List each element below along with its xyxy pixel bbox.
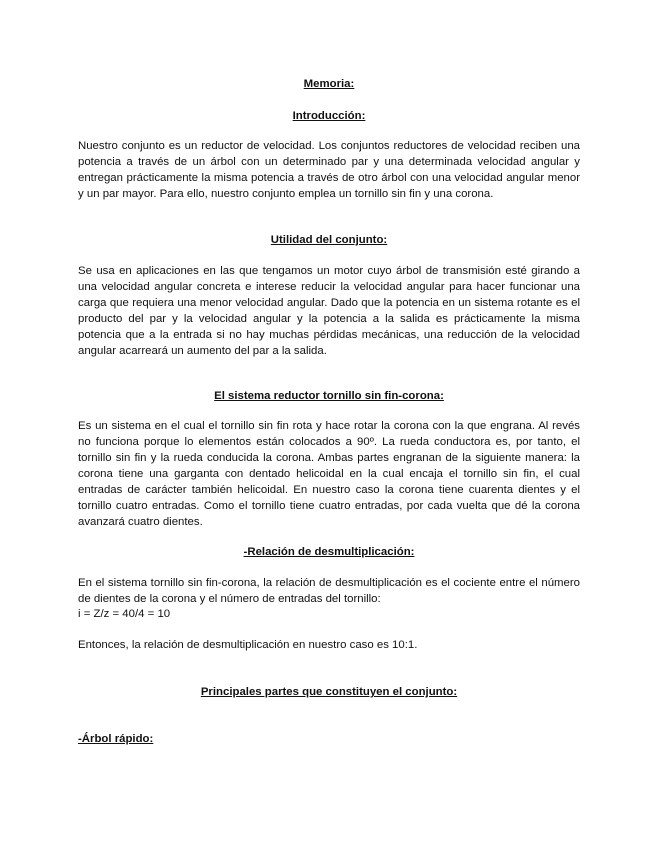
system-heading: El sistema reductor tornillo sin fin-corona: — [214, 390, 444, 402]
ratio-conclusion: Entonces, la relación de desmultiplicación en nuestro caso es 10:1. — [78, 639, 418, 651]
document-title: Memoria: — [303, 78, 355, 90]
fast-shaft-subheading: -Árbol rápido: — [78, 733, 154, 745]
utility-paragraph: Se usa en aplicaciones en las que tengamos un motor cuyo árbol de transmisión esté girando a una velocidad angular concreta e interese reducir la velocidad angular para hacer funcionar una carga que requiera una menor velocidad angular. Dado que la potencia en un sistema rotante es el producto del par y la velocidad angular y la potencia a la salida es prácticamente la misma potencia que a la entrada si no hay muchas pérdidas mecánicas, una reducción de la velocidad angular acarreará un aumento del par a la salida. — [78, 265, 580, 357]
ratio-formula: i = Z/z = 40/4 = 10 — [78, 608, 171, 620]
ratio-heading: -Relación de desmultiplicación: — [243, 546, 415, 558]
system-paragraph: Es un sistema en el cual el tornillo sin fin rota y hace rotar la corona con la que engrana. Al revés no funciona porque lo elementos están colocados a 90º. La rueda conductora es, por tanto, el tornillo sin fin y la rueda conducida la corona. Ambas partes engranan de la siguiente manera: la corona tiene una garganta con dentado helicoidal en la cual encaja el tornillo sin fin, el cual entradas de carácter también helicoidal. En nuestro caso la corona tiene cuarenta dientes y el tornillo cuatro entradas. Como el tornillo tiene cuatro entradas, por cada vuelta que dé la corona avanzará cuatro dientes. — [78, 420, 580, 528]
utility-heading: Utilidad del conjunto: — [270, 234, 388, 246]
parts-heading: Principales partes que constituyen el conjunto: — [200, 686, 458, 698]
intro-paragraph: Nuestro conjunto es un reductor de velocidad. Los conjuntos reductores de velocidad reciben una potencia a través de un árbol con un determinado par y una determinada velocidad angular y entregan prácticamente la misma potencia a través de otro árbol con una velocidad angular menor y un par mayor. Para ello, nuestro conjunto emplea un tornillo sin fin y una corona. — [78, 140, 580, 200]
intro-heading: Introducción: — [292, 110, 366, 122]
ratio-paragraph: En el sistema tornillo sin fin-corona, la relación de desmultiplicación es el cociente entre el número de dientes de la corona y el número de entradas del tornillo: — [78, 577, 580, 605]
